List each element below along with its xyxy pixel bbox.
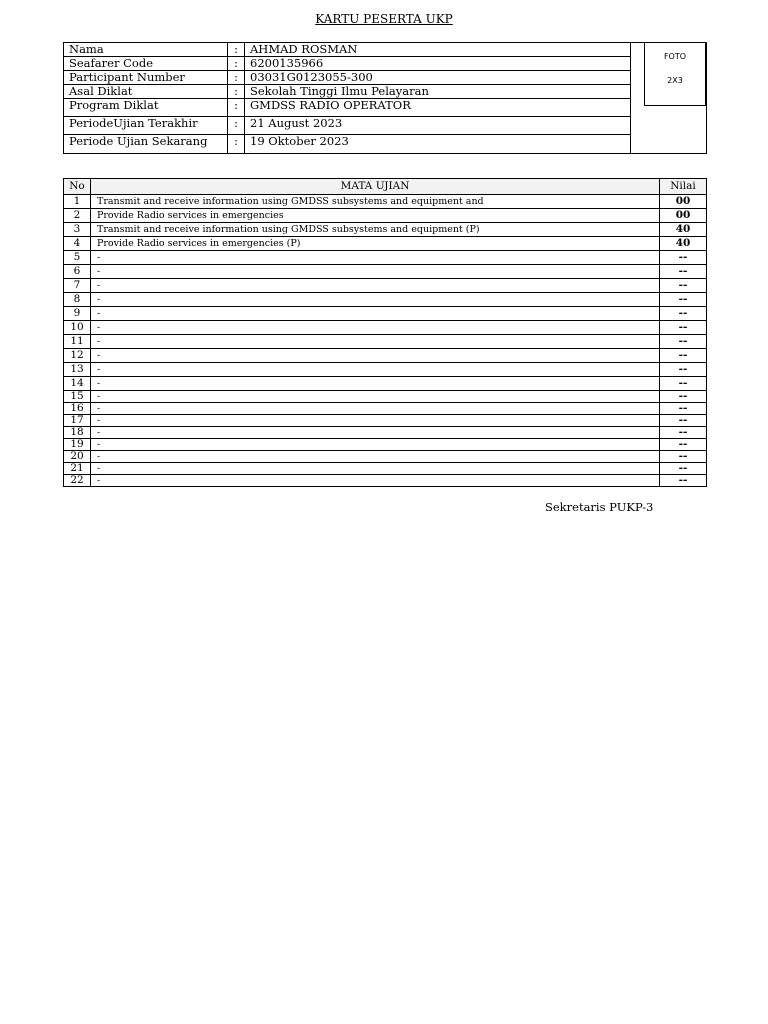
table-row [64, 377, 707, 391]
header-score: Nilai [660, 179, 707, 195]
page-title: KARTU PESERTA UKP [315, 12, 453, 26]
row-score: -- [660, 391, 707, 403]
row-subject: - [91, 475, 660, 487]
row-number: 6 [64, 265, 91, 279]
exam-rows [64, 195, 707, 487]
row-number: 4 [64, 237, 91, 251]
row-subject: - [91, 363, 660, 377]
table-row [64, 451, 707, 463]
row-subject: Transmit and receive information using GMDSS subsystems and equipment (P) [91, 223, 660, 237]
row-subject: - [91, 349, 660, 363]
info-label: Asal Diklat [64, 85, 228, 99]
row-score: -- [660, 307, 707, 321]
row-score: -- [660, 415, 707, 427]
row-score: -- [660, 439, 707, 451]
table-row [64, 427, 707, 439]
row-score: -- [660, 321, 707, 335]
row-number: 22 [64, 475, 91, 487]
table-row [64, 415, 707, 427]
info-colon: : [228, 71, 245, 85]
row-score: 40 [660, 223, 707, 237]
row-subject: - [91, 403, 660, 415]
info-value: 21 August 2023 [245, 117, 631, 135]
row-score: -- [660, 363, 707, 377]
table-row [64, 209, 707, 223]
info-label: Program Diklat [64, 99, 228, 117]
row-number: 8 [64, 293, 91, 307]
info-value: 6200135966 [245, 57, 631, 71]
info-row-seafarer-code [64, 57, 707, 71]
table-row [64, 195, 707, 209]
info-colon: : [228, 117, 245, 135]
photo-label: FOTO [663, 52, 687, 61]
info-colon: : [228, 135, 245, 154]
info-row-periode-sekarang [64, 135, 707, 154]
table-row [64, 439, 707, 451]
info-value: GMDSS RADIO OPERATOR [245, 99, 631, 117]
row-score: -- [660, 251, 707, 265]
row-score: 00 [660, 195, 707, 209]
row-score: 00 [660, 209, 707, 223]
row-number: 9 [64, 307, 91, 321]
row-score: -- [660, 475, 707, 487]
row-score: 40 [660, 237, 707, 251]
table-row [64, 251, 707, 265]
info-row-program-diklat [64, 99, 707, 117]
table-row [64, 321, 707, 335]
row-subject: - [91, 279, 660, 293]
row-score: -- [660, 451, 707, 463]
table-row [64, 363, 707, 377]
row-number: 17 [64, 415, 91, 427]
row-subject: Provide Radio services in emergencies [91, 209, 660, 223]
row-subject: - [91, 251, 660, 265]
table-row [64, 349, 707, 363]
row-subject: Provide Radio services in emergencies (P) [91, 237, 660, 251]
row-score: -- [660, 349, 707, 363]
row-subject: - [91, 439, 660, 451]
info-label: Nama [64, 43, 228, 57]
table-row [64, 293, 707, 307]
row-number: 5 [64, 251, 91, 265]
info-colon: : [228, 57, 245, 71]
row-number: 1 [64, 195, 91, 209]
info-value: 19 Oktober 2023 [245, 135, 631, 154]
row-subject: - [91, 265, 660, 279]
table-row [64, 475, 707, 487]
info-row-name [64, 43, 707, 57]
row-score: -- [660, 279, 707, 293]
photo-cell [631, 43, 707, 154]
table-row [64, 463, 707, 475]
row-subject: - [91, 451, 660, 463]
info-row-asal-diklat [64, 85, 707, 99]
table-row [64, 223, 707, 237]
photo-placeholder [644, 43, 706, 106]
table-row [64, 391, 707, 403]
row-score: -- [660, 403, 707, 415]
row-subject: - [91, 321, 660, 335]
row-score: -- [660, 293, 707, 307]
header-no: No [64, 179, 91, 195]
row-subject: - [91, 377, 660, 391]
row-subject: - [91, 391, 660, 403]
row-score: -- [660, 377, 707, 391]
info-label: Periode Ujian Sekarang [64, 135, 228, 154]
row-number: 11 [64, 335, 91, 349]
signature-label: Sekretaris PUKP-3 [545, 500, 654, 514]
photo-size: 2X3 [667, 76, 683, 85]
info-colon: : [228, 43, 245, 57]
row-number: 7 [64, 279, 91, 293]
table-row [64, 279, 707, 293]
row-number: 20 [64, 451, 91, 463]
table-row [64, 403, 707, 415]
table-row [64, 265, 707, 279]
info-label: Participant Number [64, 71, 228, 85]
info-label: PeriodeUjian Terakhir [64, 117, 228, 135]
row-number: 2 [64, 209, 91, 223]
row-number: 16 [64, 403, 91, 415]
participant-info-table [63, 42, 707, 154]
info-row-periode-terakhir [64, 117, 707, 135]
row-subject: - [91, 463, 660, 475]
info-label: Seafarer Code [64, 57, 228, 71]
row-score: -- [660, 335, 707, 349]
info-row-participant-number [64, 71, 707, 85]
info-colon: : [228, 99, 245, 117]
row-subject: - [91, 427, 660, 439]
row-number: 12 [64, 349, 91, 363]
row-number: 19 [64, 439, 91, 451]
row-subject: Transmit and receive information using GMDSS subsystems and equipment and [91, 195, 660, 209]
row-number: 10 [64, 321, 91, 335]
row-subject: - [91, 307, 660, 321]
table-row [64, 335, 707, 349]
row-subject: - [91, 415, 660, 427]
header-subject: MATA UJIAN [91, 179, 660, 195]
info-colon: : [228, 85, 245, 99]
row-number: 18 [64, 427, 91, 439]
row-score: -- [660, 265, 707, 279]
row-number: 14 [64, 377, 91, 391]
info-value: Sekolah Tinggi Ilmu Pelayaran [245, 85, 631, 99]
row-number: 21 [64, 463, 91, 475]
exam-subjects-table [63, 178, 707, 487]
row-score: -- [660, 463, 707, 475]
info-value: 03031G0123055-300 [245, 71, 631, 85]
row-subject: - [91, 293, 660, 307]
info-value: AHMAD ROSMAN [245, 43, 631, 57]
table-row [64, 307, 707, 321]
row-subject: - [91, 335, 660, 349]
exam-header-row [64, 179, 707, 195]
row-number: 3 [64, 223, 91, 237]
row-number: 13 [64, 363, 91, 377]
row-number: 15 [64, 391, 91, 403]
row-score: -- [660, 427, 707, 439]
table-row [64, 237, 707, 251]
